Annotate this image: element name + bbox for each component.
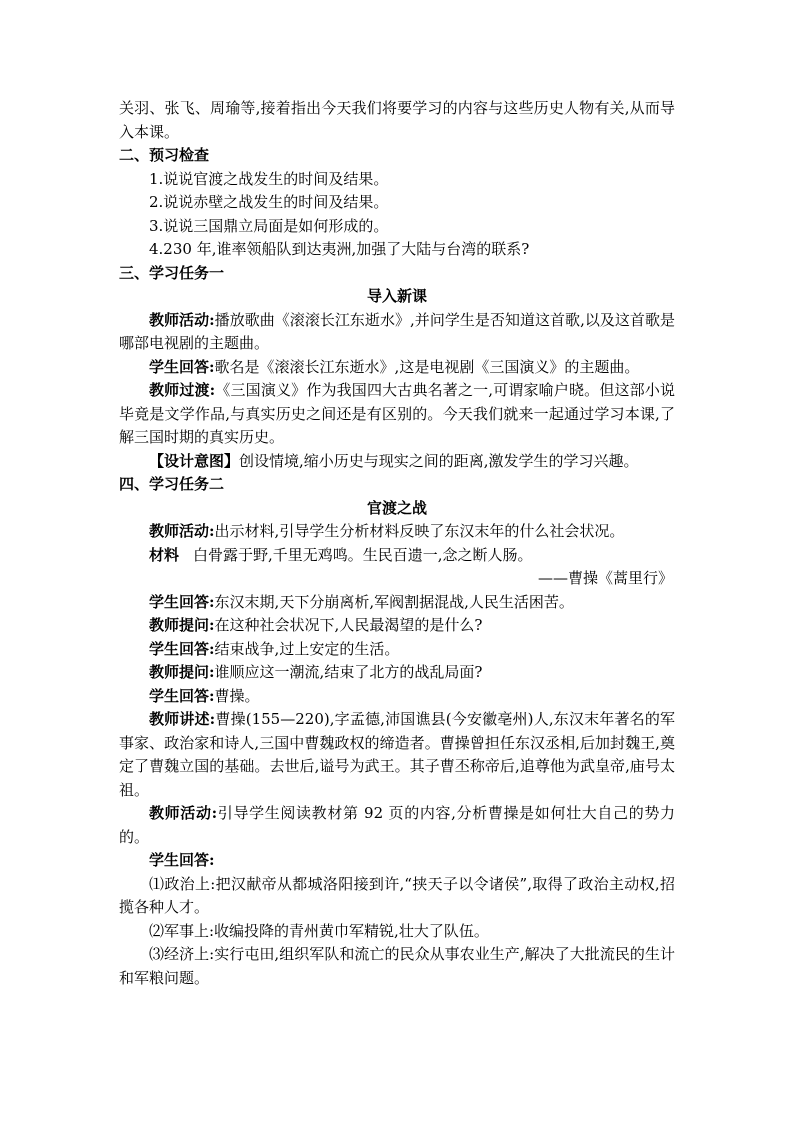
student-answer-text: 歌名是《滚滚长江东逝水》,这是电视剧《三国演义》的主题曲。 [214,357,640,376]
answer-point: ⑴政治上:把汉献帝从都城洛阳接到许,“挟天子以令诸侯”,取得了政治主动权,招揽各种人才。 [119,874,675,916]
material-source: ——曹操《蒿里行》 [537,569,673,587]
teacher-activity-text: 播放歌曲《滚滚长江东逝水》,并问学生是否知道这首歌,以及这首歌是哪部电视剧的主题曲。 [119,310,675,352]
question-item: 1.说说官渡之战发生的时间及结果。 [149,169,389,188]
subtitle-battle-of-guandu: 官渡之战 [366,498,427,517]
teacher-activity-paragraph [119,520,675,544]
material-text: 白骨露于野,千里无鸡鸣。生民百遗一,念之断人肠。 [193,545,533,564]
student-answer-paragraph [119,849,675,873]
teacher-question-text: 谁顺应这一潮流,结束了北方的战乱局面? [214,663,483,681]
teacher-activity-label: 教师活动: [149,522,215,540]
teacher-question-text: 在这种社会状况下,人民最渴望的是什么? [214,616,483,634]
question-item: 3.说说三国鼎立局面是如何形成的。 [149,216,389,235]
material-label: 材料 [149,545,180,564]
student-answer-label: 学生回答: [149,639,215,658]
section-heading-task-two: 四、学习任务二 [119,475,225,493]
teacher-narration-label: 教师讲述: [149,710,216,728]
student-answer-text: 曹操。 [214,686,260,705]
question-item: 4.230 年,谁率领船队到达夷洲,加强了大陆与台湾的联系? [149,240,530,258]
answer-point: ⑵军事上:收编投降的青州黄巾军精锐,壮大了队伍。 [149,921,489,940]
teacher-transition-text: 《三国演义》作为我国四大古典名著之一,可谓家喻户晓。但这部小说毕竟是文学作品,与真实历史之间还是有区别的。今天我们就来一起通过学习本课,了解三国时期的真实历史。 [119,381,675,446]
teacher-narration-text: 曹操(155—220),字孟德,沛国谯县(今安徽亳州)人,东汉末年著名的军事家、政治家和诗人,三国中曹魏政权的缔造者。曹操曾担任东汉丞相,后加封魏王,奠定了曹魏立国的基础。去世后,谥号为武王。其子曹丕称帝后,追尊他为武皇帝,庙号太祖。 [119,710,675,799]
design-intent-label: 【设计意图】 [149,451,240,470]
student-answer-text: 结束战争,过上安定的生活。 [214,639,400,658]
student-answer-label: 学生回答: [149,851,215,869]
student-answer-paragraph [119,356,675,380]
teacher-question-paragraph [119,661,675,685]
teacher-question-label: 教师提问: [149,663,215,681]
material-paragraph [119,544,675,568]
question-item: 2.说说赤壁之战发生的时间及结果。 [149,193,389,211]
design-intent-paragraph [119,450,675,474]
teacher-activity-text: 引导学生阅读教材第 92 页的内容,分析曹操是如何壮大自己的势力的。 [119,804,675,846]
subtitle-introduce-new-lesson: 导入新课 [366,287,427,305]
teacher-activity-paragraph [119,309,675,356]
document-page [119,97,675,990]
student-answer-text: 东汉末期,天下分崩离析,军阀割据混战,人民生活困苦。 [214,592,574,611]
student-answer-paragraph [119,685,675,709]
student-answer-paragraph [119,638,675,662]
student-answer-label: 学生回答: [149,357,215,376]
teacher-narration-paragraph [119,708,675,802]
teacher-question-label: 教师提问: [149,616,215,634]
teacher-activity-label: 教师活动: [149,804,218,822]
student-answer-label: 学生回答: [149,686,215,705]
intro-paragraph: 关羽、张飞、周瑜等,接着指出今天我们将要学习的内容与这些历史人物有关,从而导入本课。 [119,99,675,141]
section-heading-task-one: 三、学习任务一 [119,263,225,282]
teacher-question-paragraph [119,614,675,638]
design-intent-text: 创设情境,缩小历史与现实之间的距离,激发学生的学习兴趣。 [239,451,639,470]
teacher-activity-text: 出示材料,引导学生分析材料反映了东汉末年的什么社会状况。 [214,522,625,540]
teacher-transition-label: 教师过渡: [149,381,216,399]
student-answer-label: 学生回答: [149,592,215,611]
teacher-transition-paragraph [119,379,675,450]
answer-point: ⑶经济上:实行屯田,组织军队和流亡的民众从事农业生产,解决了大批流民的生计和军粮问题。 [119,945,675,987]
teacher-activity-paragraph [119,802,675,849]
section-heading-preview-check: 二、预习检查 [119,146,210,164]
teacher-activity-label: 教师活动: [149,310,215,329]
student-answer-paragraph [119,591,675,615]
